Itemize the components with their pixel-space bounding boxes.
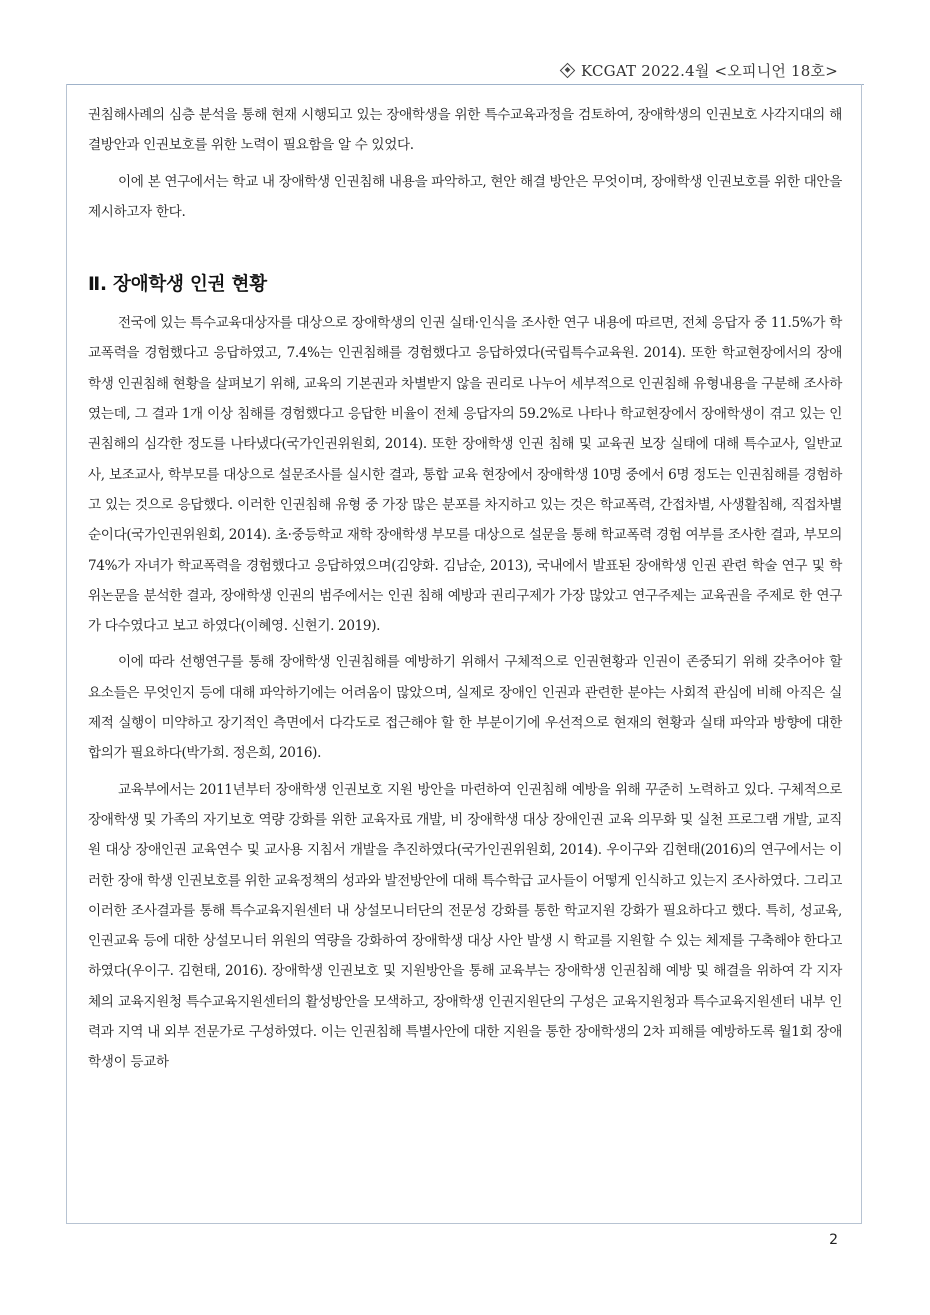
paragraph-body-2: 이에 따라 선행연구를 통해 장애학생 인권침해를 예방하기 위해서 구체적으로 인권현황과 인권이 존중되기 위해 갖추어야 할 요소들은 무엇인지 등에 대해 파악하기에는 어려움이 많았으며, 실제로 장애인 인권과 관련한 분야는 사회적 관심에 비해 아직은 실제적 실행이 미약하고 장기적인 측면에서 다각도로 접근해야 할 한 부분이기에 우선적으로 현재의 현황과 실태 파악과 방향에 대한 합의가 필요하다(박가희. 정은희, 2016).	[88, 654, 842, 762]
page-number: 2	[829, 1232, 838, 1248]
header-text: KCGAT 2022.4월 <오피니언 18호>	[580, 62, 838, 80]
paragraph-body-1: 전국에 있는 특수교육대상자를 대상으로 장애학생의 인권 실태·인식을 조사한 연구 내용에 따르면, 전체 응답자 중 11.5%가 학교폭력을 경험했다고 응답하였고, 7.4%는 인권침해를 경험했다고 응답하였다(국립특수교육원. 2014). 또한 학교현장에서의 장애학생 인권침해 현황을 살펴보기 위해, 교육의 기본권과 차별받지 않을 권리로 나누어 세부적으로 인권침해 유형내용을 구분해 조사하였는데, 그 결과 1개 이상 침해를 경험했다고 응답한 비율이 전체 응답자의 59.2%로 나타나 학교현장에서 장애학생이 겪고 있는 인권침해의 심각한 정도를 나타냈다(국가인권위원회, 2014). 또한 장애학생 인권 침해 및 교육권 보장 실태에 대해 특수교사, 일반교사, 보조교사, 학부모를 대상으로 설문조사를 실시한 결과, 통합 교육 현장에서 장애학생 10명 중에서 6명 정도는 인권침해를 경험하고 있는 것으로 응답했다. 이러한 인권침해 유형 중 가장 많은 분포를 차지하고 있는 것은 학교폭력, 간접차별, 사생활침해, 직접차별 순이다(국가인권위원회, 2014). 초·중등학교 재학 장애학생 부모를 대상으로 설문을 통해 학교폭력 경험 여부를 조사한 결과, 부모의 74%가 자녀가 학교폭력을 경험했다고 응답하였으며(김양화. 김남순, 2013), 국내에서 발표된 장애학생 인권 관련 학술 연구 및 학위논문을 분석한 결과, 장애학생 인권의 범주에서는 인권 침해 예방과 권리구제가 가장 많았고 연구주제는 교육권을 주제로 한 연구가 다수였다고 보고 하였다(이혜영. 신현기. 2019).	[88, 315, 842, 635]
paragraph-body-3: 교육부에서는 2011년부터 장애학생 인권보호 지원 방안을 마련하여 인권침해 예방을 위해 꾸준히 노력하고 있다. 구체적으로 장애학생 및 가족의 자기보호 역량 강화를 위한 교육자료 개발, 비 장애학생 대상 장애인권 교육 의무화 및 실천 프로그램 개발, 교직원 대상 장애인권 교육연수 및 교사용 지침서 개발을 추진하였다(국가인권위원회, 2014). 우이구와 김현태(2016)의 연구에서는 이러한 장애 학생 인권보호를 위한 교육정책의 성과와 발전방안에 대해 특수학급 교사들이 어떻게 인식하고 있는지 조사하였다. 그리고 이러한 조사결과를 통해 특수교육지원센터 내 상설모니터단의 전문성 강화를 통한 학교지원 강화가 필요하다고 했다. 특히, 성교육, 인권교육 등에 대한 상설모니터 위원의 역량을 강화하여 장애학생 대상 사안 발생 시 학교를 지원할 수 있는 체제를 구축해야 한다고 하였다(우이구. 김현태, 2016). 장애학생 인권보호 및 지원방안을 통해 교육부는 장애학생 인권침해 예방 및 해결을 위하여 각 지자체의 교육지원청 특수교육지원센터의 활성방안을 모색하고, 장애학생 인권지원단의 구성은 교육지원청과 특수교육지원센터 내부 인력과 지역 내 외부 전문가로 구성하였다. 이는 인권침해 특별사안에 대한 지원을 통한 장애학생의 2차 피해를 예방하도록 월1회 장애학생이 등교하	[88, 781, 842, 1071]
paragraph-intro-1: 권침해사례의 심층 분석을 통해 현재 시행되고 있는 장애학생을 위한 특수교육과정을 검토하여, 장애학생의 인권보호 사각지대의 해결방안과 인권보호를 위한 노력이 필요함을 알 수 있었다.	[88, 107, 842, 154]
section-title: Ⅱ. 장애학생 인권 현황	[88, 274, 267, 296]
page-header	[562, 60, 838, 81]
diamond-bullet-icon	[560, 63, 576, 79]
document-body	[88, 100, 842, 1078]
paragraph-intro-2: 이에 본 연구에서는 학교 내 장애학생 인권침해 내용을 파악하고, 현안 해결 방안은 무엇이며, 장애학생 인권보호를 위한 대안을 제시하고자 한다.	[88, 173, 842, 220]
